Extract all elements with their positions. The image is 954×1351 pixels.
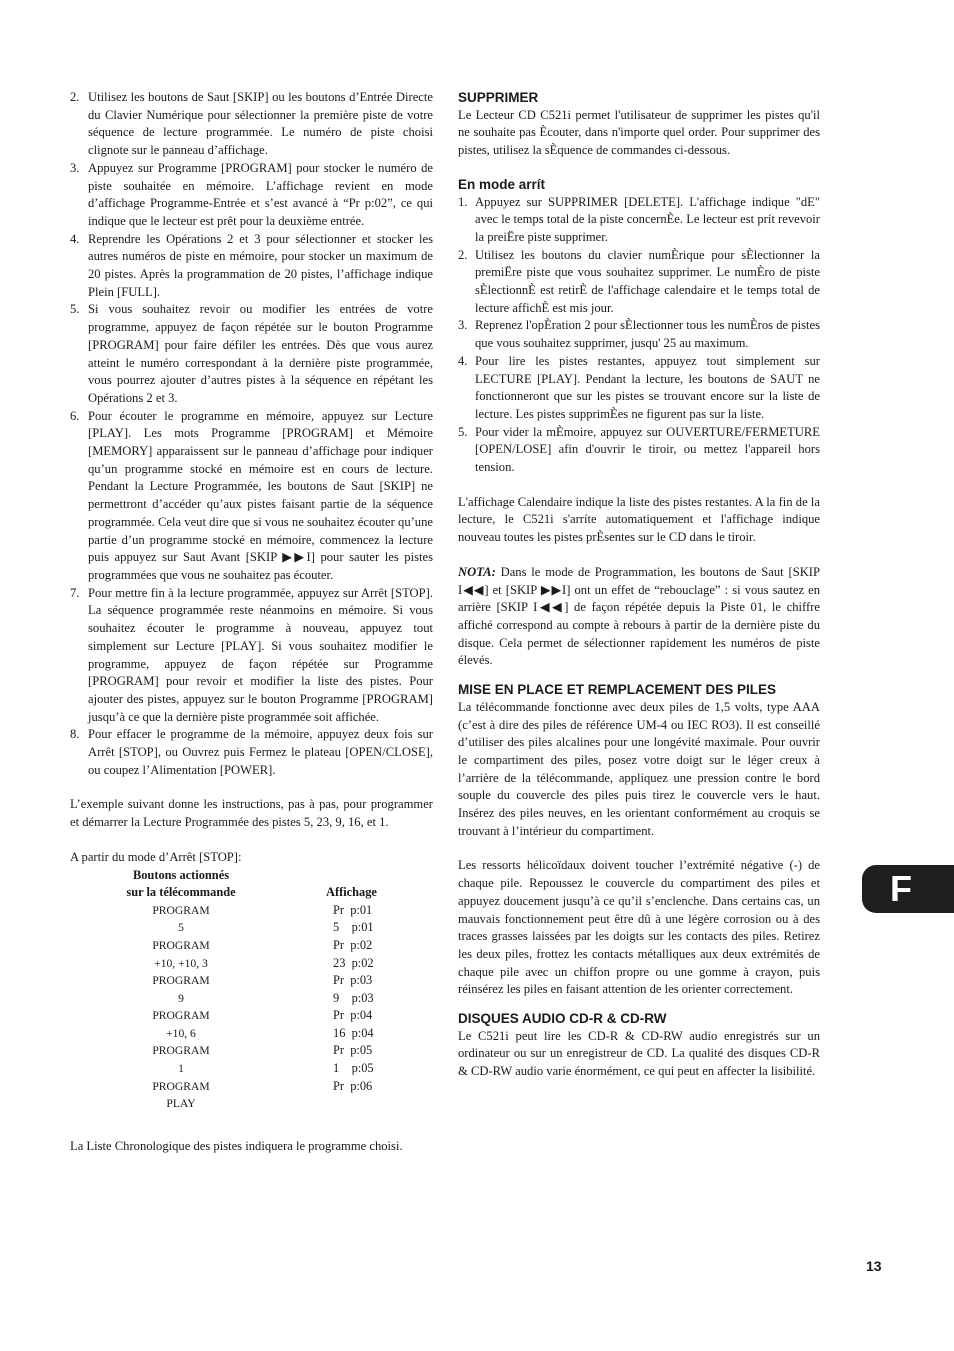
step-text: Pour lire les pistes restantes, appuyez tout simplement sur LECTURE [PLAY]. Pendant la lecture, les boutons de SAUT ne fonctionneront que sur les pistes se trouvant encore sur la liste de lecture. Les pistes supprimÈes ne figurent pas sur la liste.	[475, 353, 820, 421]
step-number: 3.	[458, 318, 468, 333]
left-column	[70, 89, 433, 1156]
example-intro: L’exemple suivant donne les instructions, pas à pas, pour programmer et démarrer la Lecture Programmée des pistes 5, 23, 9, 16, et 1.	[70, 797, 433, 830]
list-item	[70, 301, 433, 407]
table-cell-display: Pr p:05	[333, 1043, 373, 1058]
step-text: Appuyez sur Programme [PROGRAM] pour stocker le numéro de piste souhaitée en mémoire. L’affichage revient en mode d’affichage Programme-Entrée et s’est avancé à “Pr p:02”, ce qui indique que le lecteur est prêt pour la deuxième entrée.	[88, 160, 433, 228]
step-number: 4.	[70, 231, 80, 246]
step-text: Pour effacer le programme de la mémoire, appuyez deux fois sur Arrêt [STOP], ou Ouvrez puis Fermez le plateau [OPEN/CLOSE], ou coupez l’Alimentation [POWER].	[88, 727, 433, 777]
list-item	[70, 160, 433, 231]
list-item	[458, 317, 820, 352]
chrono-note: La Liste Chronologique des pistes indiquera le programme choisi.	[70, 1138, 403, 1153]
table-cell-button: +10, +10, 3	[154, 956, 208, 970]
table-row	[106, 1095, 396, 1113]
list-item	[70, 89, 433, 160]
table-row	[106, 955, 396, 973]
list-item	[70, 231, 433, 302]
nota-paragraph	[458, 564, 820, 670]
list-item	[70, 408, 433, 585]
nota-text: Dans le mode de Programmation, les boutons de Saut [SKIP I◀◀] et [SKIP ▶▶I] ont un effet de “rebouclage” : si vous sautez en arrière [SKIP I◀◀] de façon répétée depuis la Piste 01, le chiffre affiché correspond au compte à rebours à partir de la dernière piste du disque. Cela permet de sélectionner rapidement les numéros de piste élevés.	[458, 564, 820, 668]
table-cell-display: 1 p:05	[333, 1061, 374, 1076]
calendar-display-note: L'affichage Calendaire indique la liste des pistes restantes. A la fin de la lecture, le C521i s'arríte automatiquement et l'affichage indique nouveau toutes les pistes prÈsentes sur le CD dans le tiroir.	[458, 494, 820, 545]
column-header-buttons: Boutons actionnés sur la télécommande	[126, 867, 236, 900]
table-row	[106, 902, 396, 920]
column-header-display: Affichage	[326, 885, 377, 900]
cdr-paragraph: Le C521i peut lire les CD-R & CD-RW audio enregistrés sur un ordinateur ou sur un enregistreur de CD. La qualité des disques CD-R & CD-RW audio varie énormément, ce qui peut en affecter la lisibilité.	[458, 1028, 820, 1079]
stop-mode-label: A partir du mode d’Arrêt [STOP]:	[70, 849, 242, 864]
piles-paragraph-1: La télécommande fonctionne avec deux piles de 1,5 volts, type AAA (c’est à dire des piles de référence UM-4 ou IEC RO3). Il est conseillé d’utiliser des piles alcalines pour une longévité maximale. Pour ouvrir le compartiment des piles, posez votre doigt sur le léger creux à l’arrière de la télécommande, appliquez une pression contre le bord souple du couvercle des piles puis tirez le couvercle vers le haut. Insérez des piles neuves, en les orientant conformément au croquis se trouvant à l’intérieur du compartiment.	[458, 699, 820, 838]
table-row	[106, 1060, 396, 1078]
language-tab	[862, 865, 954, 913]
section-heading-piles: MISE EN PLACE ET REMPLACEMENT DES PILES	[458, 682, 777, 698]
supprimer-intro: Le Lecteur CD C521i permet l'utilisateur de supprimer les pistes qu'il ne souhaite pas Ècouter, dans n'importe quel order. Pour supprimer des pistes, utilisez la sÈquence de commandes ci-dessous.	[458, 107, 820, 158]
table-row	[106, 972, 396, 990]
step-number: 2.	[458, 247, 468, 262]
list-item	[70, 726, 433, 779]
nota-label: NOTA:	[458, 564, 496, 579]
step-number: 3.	[70, 160, 80, 175]
table-row	[106, 1025, 396, 1043]
table-cell-button: +10, 6	[166, 1026, 196, 1040]
step-number: 7.	[70, 585, 80, 600]
table-cell-button: 9	[178, 991, 184, 1005]
step-text: Pour écouter le programme en mémoire, appuyez sur Lecture [PLAY]. Les mots Programme [PROGRAM] et Mémoire [MEMORY] apparaissent sur le panneau d’affichage pour indiquer qu’un programme stocké en mémoire est en cours de lecture. Pendant la Lecture Programmée, les boutons de Saut [SKIP] ne permettront d’accéder qu’aux pistes faisant partie de la séquence programmée. Cela veut dire que si vous ne souhaitez écouter qu’une partie d’un programme stocké en mémoire, commencez la lecture puis appuyez sur Saut Avant [SKIP ▶▶I] pour sauter les pistes programmées que vous ne souhaitez pas écouter.	[88, 408, 433, 582]
step-number: 6.	[70, 408, 80, 423]
table-header	[106, 867, 396, 902]
step-number: 4.	[458, 353, 468, 368]
table-cell-button: PROGRAM	[152, 1044, 210, 1058]
table-row	[106, 1042, 396, 1060]
subheading-stop-mode: En mode arrít	[458, 176, 546, 192]
step-text: Appuyez sur SUPPRIMER [DELETE]. L'affichage indique "dE" avec le temps total de la piste concernÈe. Le lecteur est prít revevoir la preiËre piste supprimer.	[475, 194, 820, 244]
delete-steps-list	[458, 194, 820, 477]
step-number: 2.	[70, 90, 80, 104]
table-cell-display: Pr p:06	[333, 1078, 373, 1093]
table-cell-display: 9 p:03	[333, 990, 374, 1005]
table-cell-button: PROGRAM	[152, 903, 210, 917]
table-cell-display: Pr p:01	[333, 902, 373, 917]
table-row	[106, 919, 396, 937]
table-cell-display: Pr p:03	[333, 973, 373, 988]
table-cell-button: 5	[178, 921, 184, 935]
table-cell-display: 5 p:01	[333, 920, 374, 935]
table-cell-display: 23 p:02	[333, 955, 374, 970]
program-steps-list	[70, 89, 433, 779]
table-cell-button: PROGRAM	[152, 974, 210, 988]
step-text: Si vous souhaitez revoir ou modifier les entrées de votre programme, appuyez de façon répétée sur le bouton Programme [PROGRAM] pour faire défiler les entrées. Dès que vous aurez atteint le numéro correspondant à la dernière piste programmée, vous pourrez ajouter d’autres pistes à la séquence en répétant les Opérations 2 et 3.	[88, 302, 433, 405]
table-cell-button: PLAY	[166, 1097, 196, 1111]
table-row	[106, 937, 396, 955]
table-row	[106, 1007, 396, 1025]
page-number: 13	[866, 1258, 882, 1274]
piles-paragraph-2: Les ressorts hélicoïdaux doivent toucher l’extrémité négative (-) de chaque pile. Repoussez le couvercle du compartiment des piles et appuyez doucement jusqu’à ce qu’il s’enclenche. Dans certains cas, un mauvais fonctionnement peut être dû à une légère corrosion ou à des traces grasses laissées par les doigts sur les contacts des piles. Retirez les deux piles, frottez les contacts métalliques aux deux extrémités de chaque pile avec un chiffon propre ou une gomme à crayon, puis réinsérez les piles en faisant attention de les orienter correctement.	[458, 858, 820, 997]
table-cell-display: Pr p:02	[333, 937, 373, 952]
table-cell-button: 1	[178, 1062, 184, 1076]
list-item	[458, 424, 820, 477]
section-heading-supprimer: SUPPRIMER	[458, 90, 539, 105]
step-text: Reprendre les Opérations 2 et 3 pour sélectionner et stocker les autres numéros de piste en mémoire, pour stocker un maximum de 20 pistes. Après la programmation de 20 pistes, l’affichage indique Plein [FULL].	[88, 231, 433, 299]
step-text: Pour vider la mÈmoire, appuyez sur OUVERTURE/FERMETURE [OPEN/LOSE] afin d'ouvrir le tiroir, ou mettez l'appareil hors tension.	[475, 424, 820, 475]
list-item	[458, 247, 820, 318]
table-cell-button: PROGRAM	[152, 1009, 210, 1023]
table-cell-button: PROGRAM	[152, 1079, 210, 1093]
table-cell-display: 16 p:04	[333, 1025, 374, 1040]
step-number: 5.	[70, 302, 80, 317]
example-table	[106, 867, 396, 1113]
table-cell-display	[256, 1095, 396, 1113]
table-row	[106, 990, 396, 1008]
table-cell-display: Pr p:04	[333, 1008, 373, 1023]
step-text: Utilisez les boutons de Saut [SKIP] ou les boutons d’Entrée Directe du Clavier Numérique pour sélectionner la première piste de votre séquence de lecture programmée. Le numéro de piste choisi clignote sur le panneau d’affichage.	[88, 90, 433, 158]
table-cell-button: PROGRAM	[152, 938, 210, 952]
step-number: 5.	[458, 424, 468, 439]
step-text: Pour mettre fin à la lecture programmée, appuyez sur Arrêt [STOP]. La séquence programmée reste néanmoins en mémoire. Si vous souhaitez écouter le programme à nouveau, appuyez tout simplement sur Lecture [PLAY]. Si vous souhaitez modifier le programme, appuyez de façon répétée sur Programme [PROGRAM] pour revoir et modifier la liste des pistes. Pour ajouter des pistes, appuyez sur le bouton Programme [PROGRAM] jusqu’à ce que la dernière piste programmée soit affichée.	[88, 585, 433, 724]
step-number: 8.	[70, 727, 80, 742]
right-column	[458, 89, 820, 1081]
table-row	[106, 1078, 396, 1096]
step-number: 1.	[458, 194, 468, 209]
section-heading-cdr: DISQUES AUDIO CD-R & CD-RW	[458, 1011, 667, 1027]
list-item	[458, 353, 820, 424]
list-item	[70, 585, 433, 727]
step-text: Reprenez l'opÈration 2 pour sÈlectionner tous les numÈros de pistes que vous souhaitez supprimer, jusqu' 25 au maximum.	[475, 318, 820, 351]
language-tab-letter: F	[890, 868, 912, 909]
list-item	[458, 194, 820, 247]
step-text: Utilisez les boutons du clavier numÈrique pour sÈlectionner la premiËre piste que vous souhaitez supprimer. Le numÈro de piste sÈlectionnÈ est retirÈ de l'affichage calendaire et le temps total de lecture affichÈ est mis jour.	[475, 247, 820, 315]
